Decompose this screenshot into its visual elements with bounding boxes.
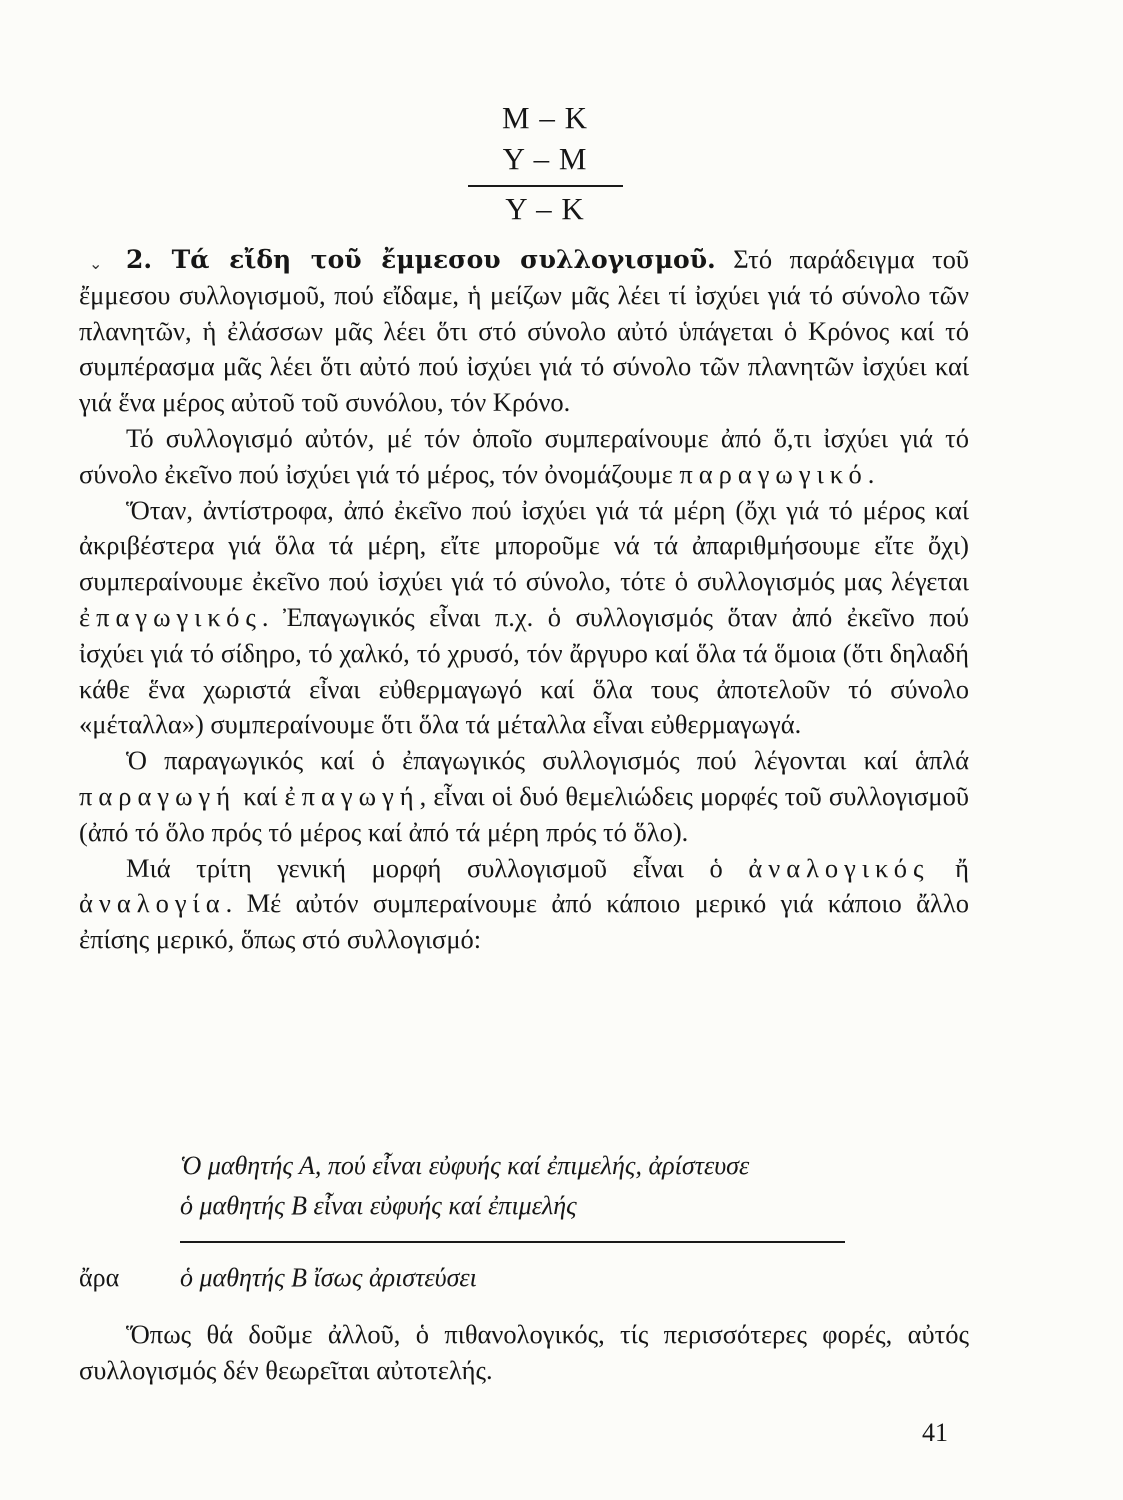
term-inductive: ἐπαγωγικός: [79, 601, 262, 632]
analogy-premise-2: ὁ μαθητής Β εἶναι εὐφυής καί ἐπιμελής: [180, 1191, 577, 1220]
syllogism-conclusion: Υ – Κ: [505, 191, 585, 226]
closing-paragraph: Ὅπως θά δοῦμε ἀλλοῦ, ὁ πιθανολογικός, τίς περισσότερες φορές, αὐτός συλλογισμός δέν θεωρεῖται αὐτοτελής.: [79, 1319, 969, 1385]
paragraph-3-text-a: Ὅταν, ἀντίστροφα, ἀπό ἐκεῖνο πού ἰσχύει γιά τά μέρη (ὄχι γιά τό μέρος καί ἀκριβέστερα γιά ὅλα τά μέρη, εἴτε μποροῦμε νά τά ἀπαριθμήσουμε εἴτε ὄχι) συμπεραίνουμε ἐκεῖνο πού ἰσχύει γιά τό σύνολο, τότε ὁ συλλογισμός μας λέγεται: [79, 494, 969, 597]
page-number: 41: [922, 1418, 948, 1447]
paragraph-4-text-a: Ὁ παραγωγικός καί ὁ ἐπαγωγικός συλλογισμός πού λέγονται καί ἁπλά: [126, 745, 969, 776]
paragraph-3-text-b: . Ἐπαγωγικός εἶναι π.χ. ὁ συλλογισμός ὅταν ἀπό ἐκεῖνο πού ἰσχύει γιά τό σίδηρο, τό χαλκό, τό χρυσό, τόν ἄργυρο καί ὅλα τά ὅμοια (ὅτι δηλαδή κάθε ἕνα χωριστά εἶναι εὐθερμαγωγό καί ὅλα τους ἀποτελοῦν τό σύνολο «μέταλλα») συμπεραίνουμε ὅτι ὅλα τά μέταλλα εἶναι εὐθερμαγωγά.: [79, 601, 969, 740]
main-text: [79, 242, 969, 958]
term-induction: ἐπαγωγή: [284, 780, 420, 811]
paragraph-2-text: Τό συλλογισμό αὐτόν, μέ τόν ὁποῖο συμπεραίνουμε ἀπό ὅ,τι ἰσχύει γιά τό σύνολο ἐκεῖνο πού ἰσχύει γιά τό μέρος, τόν ὀνομάζουμε: [79, 422, 969, 489]
formula-divider: [468, 185, 623, 187]
closing-text: [79, 1316, 969, 1388]
margin-mark: ⌄: [89, 254, 103, 273]
paragraph-1-text: Στό παράδειγμα τοῦ ἔμμεσου συλλογισμοῦ, πού εἴδαμε, ἡ μείζων μᾶς λέει τί ἰσχύει γιά τό σύνολο τῶν πλανητῶν, ἡ ἐλάσσων μᾶς λέει ὅτι στό σύνολο αὐτό ὑπάγεται ὁ Κρόνος καί τό συμπέρασμα μᾶς λέει ὅτι αὐτό πού ἰσχύει γιά τό σύνολο τῶν πλανητῶν ἰσχύει καί γιά ἕνα μέρος αὐτοῦ τοῦ συνόλου, τόν Κρόνο.: [79, 244, 969, 418]
paragraph-1: [79, 242, 969, 421]
paragraph-2: [79, 421, 969, 493]
term-analogy: ἀναλογία: [79, 888, 226, 919]
therefore-label: ἄρα: [79, 1263, 120, 1292]
paragraph-5-text-b: . Μέ αὐτόν συμπεραίνουμε ἀπό κάποιο μερικό γιά κάποιο ἄλλο ἐπίσης μερικό, ὅπως στό συλλογισμό:: [79, 888, 969, 955]
syllogism-premise-major: Μ – Κ: [502, 100, 588, 135]
analogy-premise-1: Ὁ μαθητής Α, πού εἶναι εὐφυής καί ἐπιμελής, ἀρίστευσε: [180, 1151, 750, 1180]
paragraph-4-mid: καί: [236, 780, 285, 811]
section-heading: 2. Τά εἴδη τοῦ ἔμμεσου συλλογισμοῦ.: [126, 245, 716, 274]
paragraph-5-text-a: Μιά τρίτη γενική μορφή συλλογισμοῦ εἶναι ὁ: [126, 852, 749, 883]
paragraph-4: [79, 743, 969, 850]
paragraph-5: [79, 851, 969, 958]
paragraph-4-text-b: , εἶναι οἱ δυό θεμελιώδεις μορφές τοῦ συλλογισμοῦ (ἀπό τό ὅλο πρός τό μέρος καί ἀπό τά μέρη πρός τό ὅλο).: [79, 780, 969, 847]
paragraph-3: [79, 493, 969, 744]
term-analogical: ἀναλογικός: [748, 852, 930, 883]
paragraph-2-end: .: [867, 458, 875, 489]
paragraph-5-mid: ἤ: [929, 852, 969, 883]
term-deductive: παραγωγικό: [679, 458, 868, 489]
syllogism-premise-minor: Υ – Μ: [502, 141, 588, 176]
term-deduction: παραγωγή: [79, 780, 237, 811]
analogy-divider: [180, 1241, 845, 1243]
analogy-conclusion: ὁ μαθητής Β ἴσως ἀριστεύσει: [180, 1263, 477, 1292]
